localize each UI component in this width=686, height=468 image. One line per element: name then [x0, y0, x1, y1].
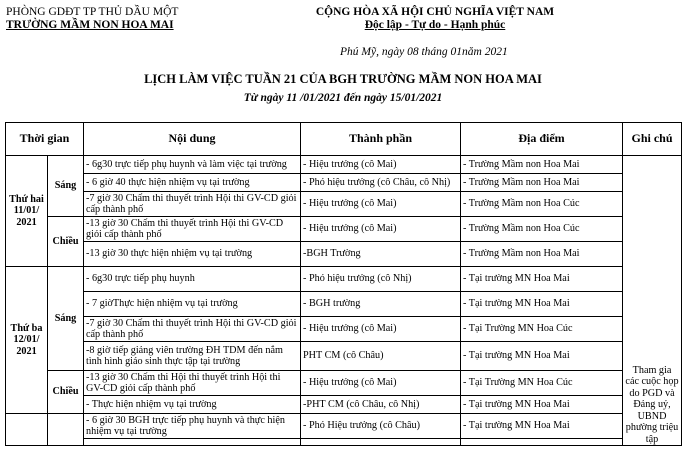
nation-header — [300, 6, 570, 32]
nation-line-1: CỘNG HÒA XÃ HỘI CHỦ NGHĨA VIỆT NAM — [315, 6, 555, 18]
content-cell — [84, 439, 301, 446]
content-cell: -7 giờ 30 Chấm thi thuyết trình Hội thi GV-CD giỏi cấp thành phố — [84, 192, 301, 217]
member-cell: - BGH trường — [301, 292, 461, 317]
org-line-1: PHÒNG GDĐT TP THỦ DẦU MỘT — [6, 6, 179, 18]
table-row — [6, 414, 682, 439]
table-row — [6, 342, 682, 371]
document-date: Phú Mỹ, ngày 08 tháng 01năm 2021 — [340, 46, 508, 58]
content-cell: - 6 giờ 40 thực hiện nhiệm vụ tại trường — [84, 174, 301, 192]
place-cell: - Trường Mầm non Hoa Mai — [461, 242, 623, 267]
place-cell: - Tại Trường MN Hoa Cúc — [461, 371, 623, 396]
content-cell: - 6g30 trực tiếp phụ huynh và làm việc tại trường — [84, 156, 301, 174]
col-header-member: Thành phần — [301, 123, 461, 156]
member-cell: -PHT CM (cô Châu, cô Nhị) — [301, 396, 461, 414]
content-cell: -13 giờ 30 Chấm thi thuyết trình Hội thi GV-CD giỏi cấp thành phố — [84, 217, 301, 242]
day-cell — [6, 414, 48, 446]
member-cell: PHT CM (cô Châu) — [301, 342, 461, 371]
place-cell: - Trường Mầm non Hoa Mai — [461, 174, 623, 192]
member-cell — [301, 439, 461, 446]
table-row — [6, 192, 682, 217]
member-cell: - Phó hiệu trưởng (cô Châu, cô Nhị) — [301, 174, 461, 192]
content-cell: -7 giờ 30 Chấm thi thuyết trình Hội thi GV-CD giỏi cấp thành phố — [84, 317, 301, 342]
note-cell: Tham gia các cuộc họp do PGD và Đảng uỷ, UBND phường triệu tập — [623, 156, 682, 446]
col-header-content: Nội dung — [84, 123, 301, 156]
table-row — [6, 371, 682, 396]
member-cell: -BGH Trường — [301, 242, 461, 267]
table-row — [6, 267, 682, 292]
member-cell: - Hiệu trưởng (cô Mai) — [301, 192, 461, 217]
place-cell: - Tại trường MN Hoa Mai — [461, 414, 623, 439]
place-cell: - Trường Mầm non Hoa Cúc — [461, 192, 623, 217]
content-cell: - 6 giờ 30 BGH trực tiếp phụ huynh và thực hiện nhiệm vụ tại trường — [84, 414, 301, 439]
org-line-2: TRƯỜNG MẦM NON HOA MAI — [6, 19, 174, 31]
content-cell: - Thực hiện nhiệm vụ tại trường — [84, 396, 301, 414]
session-cell: Chiều — [48, 217, 84, 267]
col-header-place: Địa điểm — [461, 123, 623, 156]
table-header-row — [6, 123, 682, 156]
place-cell: - Tại trường MN Hoa Mai — [461, 267, 623, 292]
document-title: LỊCH LÀM VIỆC TUẦN 21 CỦA BGH TRƯỜNG MẦM NON HOA MAI — [144, 72, 542, 86]
document-subtitle: Từ ngày 11 /01/2021 đến ngày 15/01/2021 — [243, 92, 443, 104]
table-row — [6, 396, 682, 414]
member-cell: - Hiệu trưởng (cô Mai) — [301, 217, 461, 242]
org-header — [6, 6, 178, 32]
session-cell — [48, 414, 84, 446]
member-cell: - Hiệu trưởng (cô Mai) — [301, 371, 461, 396]
content-cell: -8 giờ tiếp giảng viên trường ĐH TDM đến nắm tình hình giáo sinh thực tập tại trường — [84, 342, 301, 371]
nation-line-2: Độc lập - Tự do - Hạnh phúc — [364, 19, 506, 31]
day-cell: Thứ ba 12/01/ 2021 — [6, 267, 48, 414]
place-cell: - Trường Mầm non Hoa Mai — [461, 156, 623, 174]
table-row — [6, 174, 682, 192]
content-cell: - 6g30 trực tiếp phụ huynh — [84, 267, 301, 292]
place-cell: - Tại trường MN Hoa Mai — [461, 292, 623, 317]
session-cell: Chiều — [48, 371, 84, 414]
table-row — [6, 439, 682, 446]
place-cell: - Tại Trường MN Hoa Cúc — [461, 317, 623, 342]
place-cell — [461, 439, 623, 446]
col-header-time: Thời gian — [6, 123, 84, 156]
session-cell: Sáng — [48, 156, 84, 217]
day-cell: Thứ hai 11/01/ 2021 — [6, 156, 48, 267]
member-cell: - Hiệu trưởng (cô Mai) — [301, 156, 461, 174]
table-row — [6, 317, 682, 342]
member-cell: - Phó hiệu trưởng (cô Nhị) — [301, 267, 461, 292]
session-cell: Sáng — [48, 267, 84, 371]
member-cell: - Hiệu trưởng (cô Mai) — [301, 317, 461, 342]
place-cell: - Trường Mầm non Hoa Cúc — [461, 217, 623, 242]
table-row — [6, 292, 682, 317]
col-header-note: Ghi chú — [623, 123, 682, 156]
content-cell: -13 giờ 30 Chấm thi Hội thi thuyết trình Hội thi GV-CD giỏi cấp thành phố — [84, 371, 301, 396]
content-cell: -13 giờ 30 thực hiện nhiệm vụ tại trường — [84, 242, 301, 267]
schedule-table — [5, 122, 682, 446]
table-row — [6, 217, 682, 242]
table-row — [6, 156, 682, 174]
place-cell: - Tại trường MN Hoa Mai — [461, 342, 623, 371]
place-cell: - Tại trường MN Hoa Mai — [461, 396, 623, 414]
table-row — [6, 242, 682, 267]
member-cell: - Phó Hiệu trưởng (cô Châu) — [301, 414, 461, 439]
content-cell: - 7 giờThực hiện nhiệm vụ tại trường — [84, 292, 301, 317]
